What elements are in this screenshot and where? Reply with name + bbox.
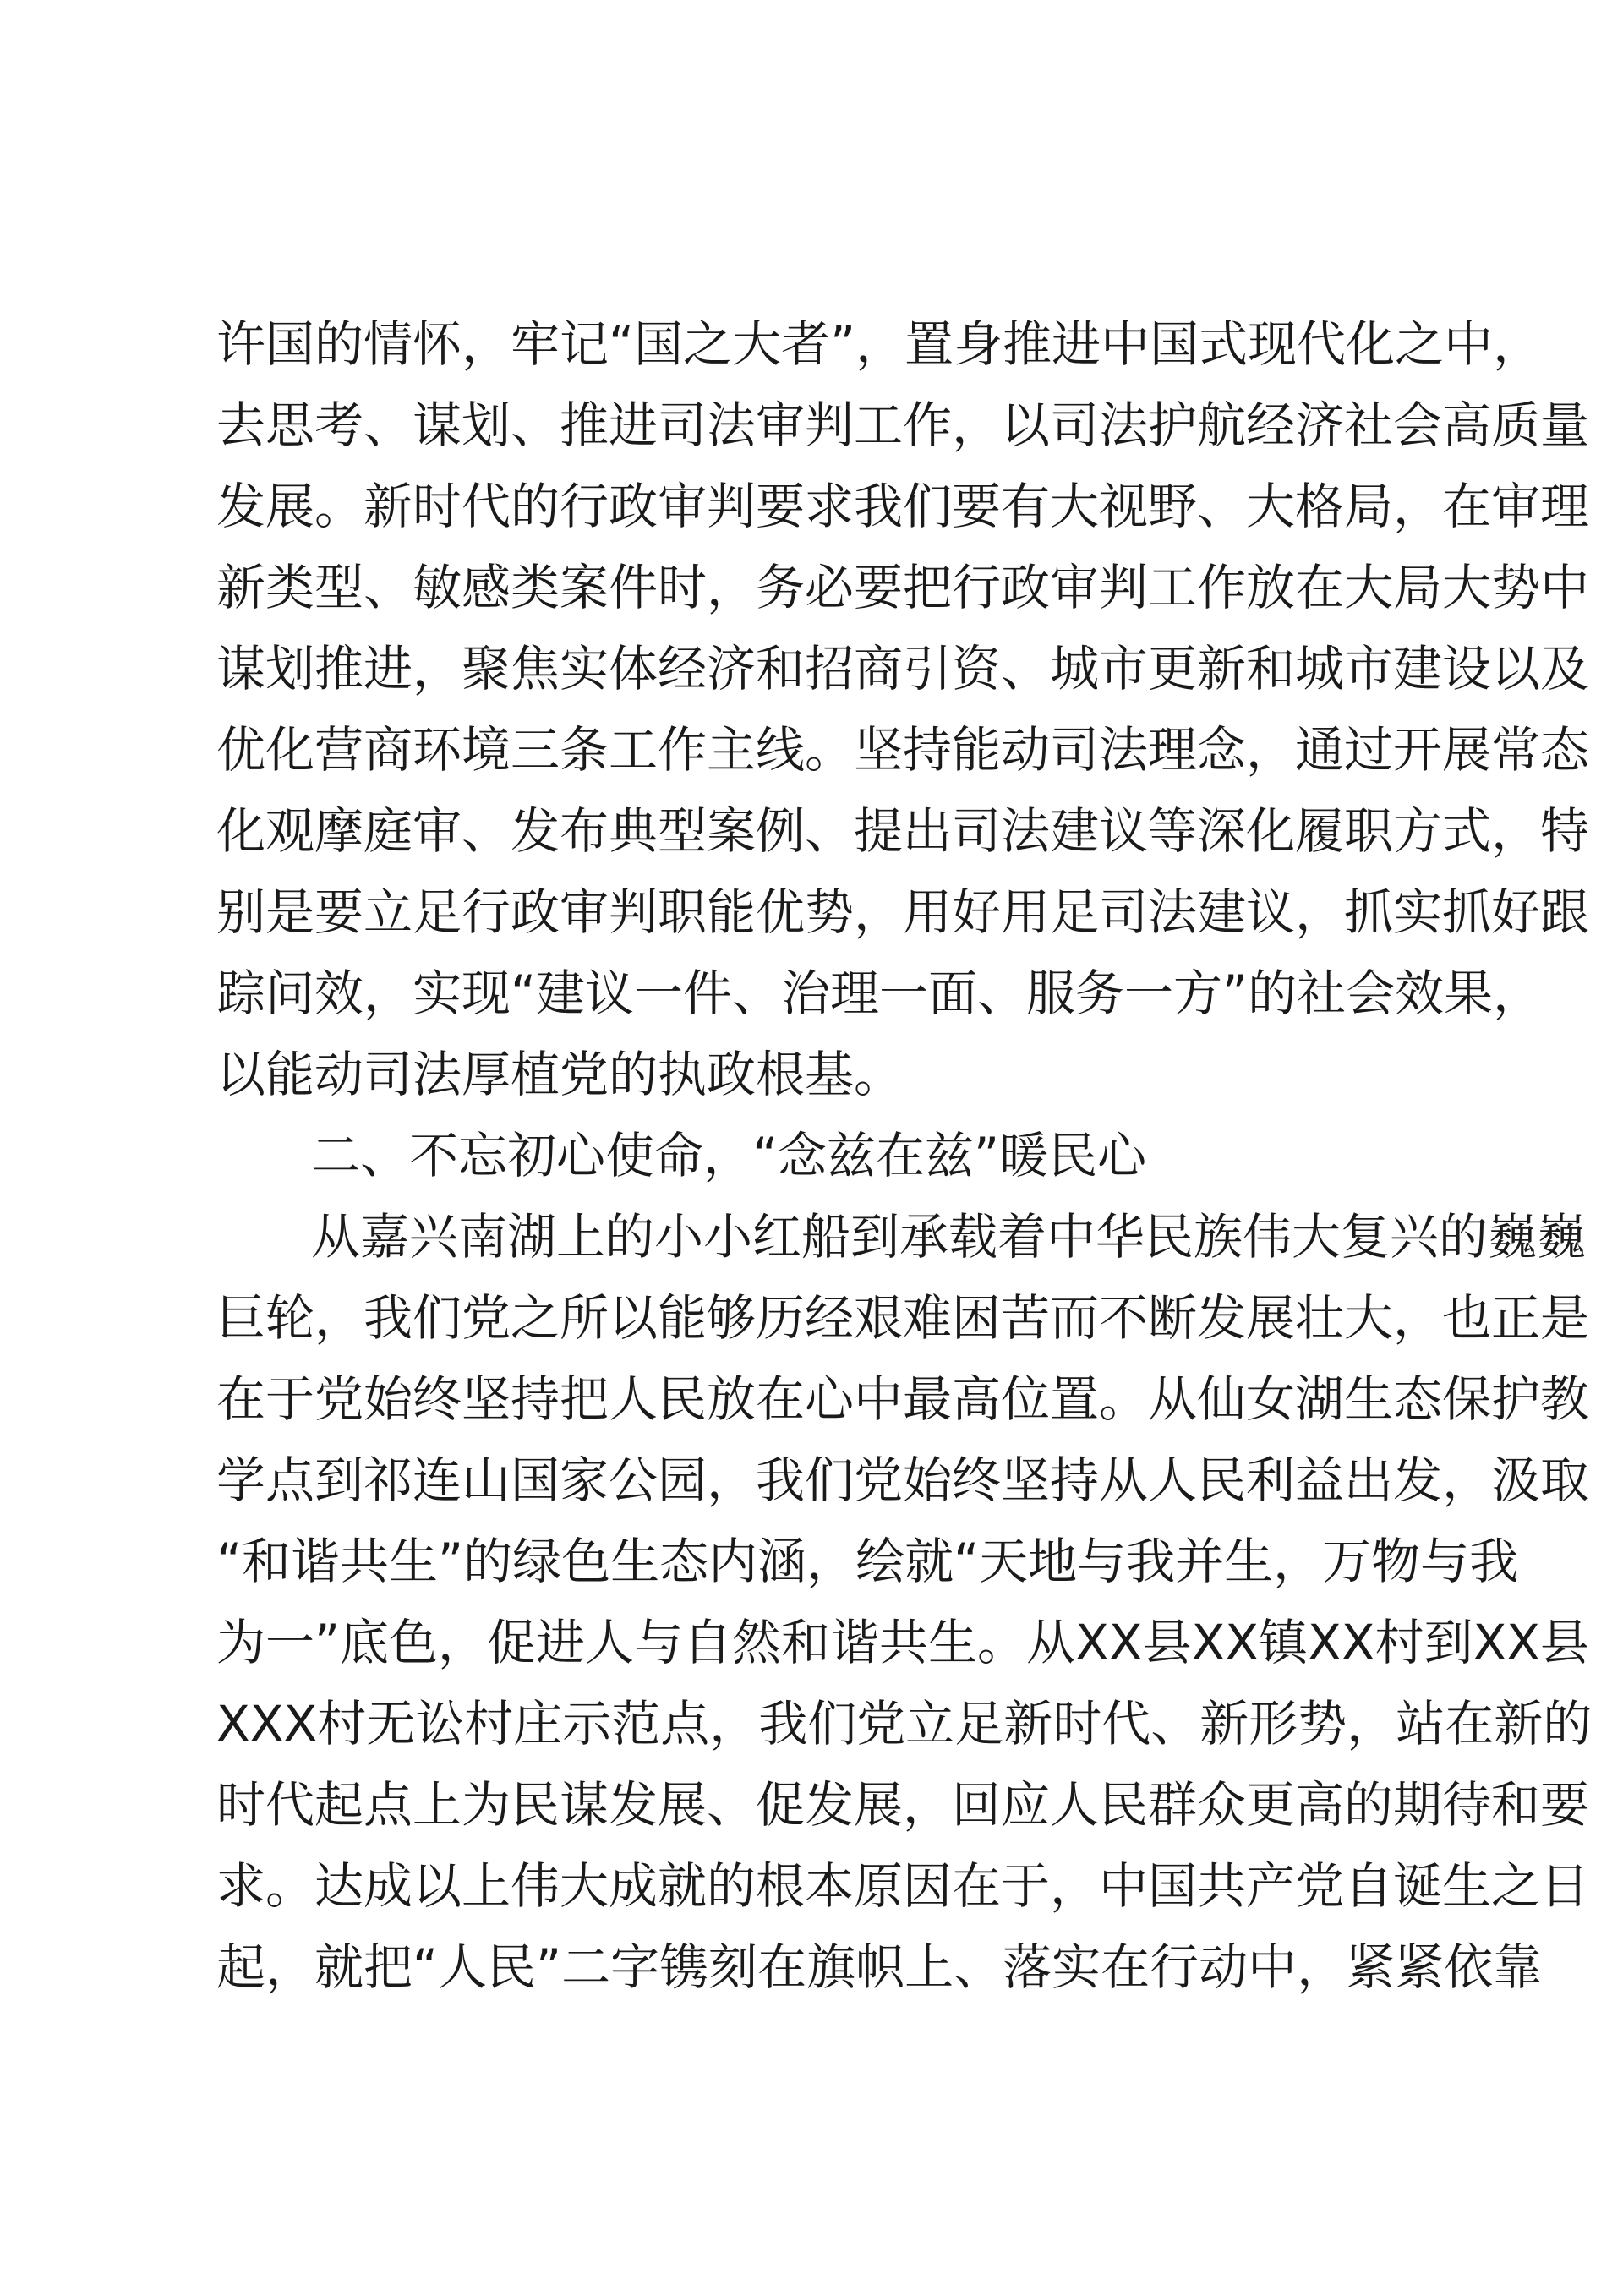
- text-line: 优化营商环境三条工作主线。坚持能动司法理念，通过开展常态: [216, 721, 1590, 779]
- text-line: 别是要立足行政审判职能优势，用好用足司法建议，抓实抓好跟: [216, 883, 1590, 941]
- text-line: 去思考、谋划、推进司法审判工作，以司法护航经济社会高质量: [216, 396, 1590, 454]
- text-line: 学点到祁连山国家公园，我们党始终坚持从人民利益出发，汲取: [216, 1451, 1590, 1509]
- text-line: 巨轮，我们党之所以能够历经艰难困苦而不断发展壮大，也正是: [216, 1289, 1590, 1347]
- text-line: 为一”底色，促进人与自然和谐共生。从XX县XX镇XX村到XX县: [216, 1614, 1589, 1671]
- text-line: 谋划推进，聚焦实体经济和招商引资、城市更新和城市建设以及: [216, 640, 1590, 697]
- text-line: 时代起点上为民谋发展、促发展，回应人民群众更高的期待和要: [216, 1776, 1590, 1834]
- paragraph-first-line: 从嘉兴南湖上的小小红船到承载着中华民族伟大复兴的巍巍: [311, 1208, 1587, 1266]
- text-line: 许国的情怀，牢记“国之大者”，置身推进中国式现代化之中，: [216, 315, 1543, 373]
- text-line: XXX村无讼村庄示范点，我们党立足新时代、新形势，站在新的: [216, 1695, 1593, 1752]
- text-line: 在于党始终坚持把人民放在心中最高位置。从仙女湖生态保护教: [216, 1370, 1590, 1428]
- text-line: 新类型、敏感类案件时，务必要把行政审判工作放在大局大势中: [216, 559, 1590, 616]
- text-line: 以能动司法厚植党的执政根基。: [216, 1046, 904, 1103]
- text-line: 求。达成以上伟大成就的根本原因在于，中国共产党自诞生之日: [216, 1857, 1590, 1915]
- section-heading: 二、不忘初心使命，“念兹在兹”暖民心: [311, 1127, 1147, 1184]
- text-line: 踪问效，实现“建议一件、治理一面、服务一方”的社会效果，: [216, 965, 1543, 1022]
- text-line: “和谐共生”的绿色生态内涵，绘就“天地与我并生，万物与我: [216, 1533, 1519, 1590]
- text-line: 化观摩庭审、发布典型案例、提出司法建议等深化履职方式，特: [216, 802, 1590, 860]
- text-line: 起，就把“人民”二字镌刻在旗帜上、落实在行动中，紧紧依靠: [216, 1938, 1543, 1996]
- text-line: 发展。新时代的行政审判要求我们要有大视野、大格局，在审理: [216, 478, 1590, 535]
